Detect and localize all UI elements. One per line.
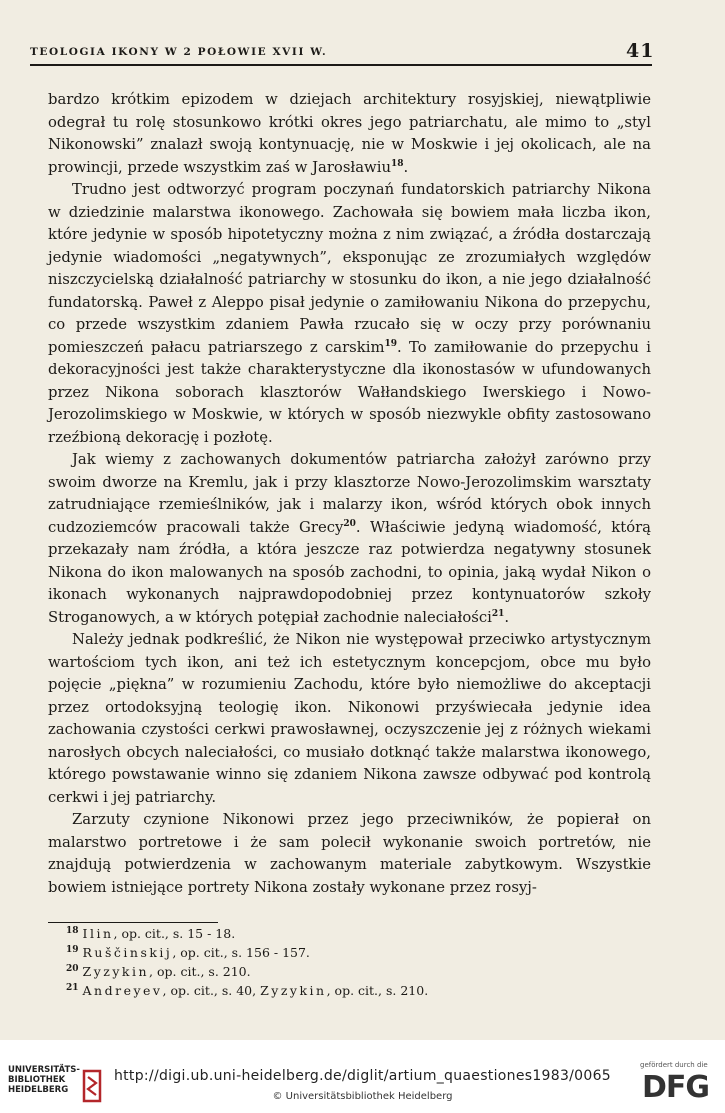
paragraph (48, 629, 651, 809)
viewer-footer (0, 1040, 725, 1113)
footnote (66, 962, 626, 981)
footnote-marker[interactable]: 20 (343, 518, 356, 529)
page-number: 41 (626, 40, 655, 62)
copyright-notice: © Universitätsbibliothek Heidelberg (272, 1091, 453, 1102)
footnote-author: Andreyev (82, 983, 163, 998)
header-rule (30, 64, 652, 66)
footnote-reference: , op. cit., s. 40, (162, 983, 261, 998)
footnote-reference: , op. cit., s. 156 - 157. (172, 945, 310, 960)
paragraph-text: . (504, 608, 510, 626)
footnote-number: 21 (66, 982, 79, 993)
dfg-caption: gefördert durch die (640, 1061, 708, 1069)
footnote-marker[interactable]: 18 (390, 158, 404, 169)
paragraph (48, 89, 651, 179)
paragraph-text: Trudno jest odtworzyć program poczynań fundatorskich patriarchy Nikona w dziedzinie malarstwa ikonowego. Zachowała się bowiem mała liczba ikon, które jedynie w sposób hipotetyczny można z nim związać, a źródła dostarczają jedynie wiadomości „negatywnych”, eksponując ze zrozumiałych względów niszczycielską działalność patriarchy w stosunku do ikon, a nie jego działalność fundatorską. Paweł z Aleppo pisał jedynie o zamiłowaniu Nikona do przepychu, co przede wszystkim zdaniem Pawła rzucało się w oczy przy porównaniu pomieszczeń pałacu patriarszego z carskim (48, 181, 651, 356)
footnote-number: 18 (66, 925, 79, 936)
paragraph-text: Jak wiemy z zachowanych dokumentów patriarcha założył zarówno przy swoim dworze na Kremlu, jak i przy klasztorze Nowo-Jerozolimskim warsztaty zatrudniające rzemieślników, jak i malarzy ikon, wśród których obok innych cudzoziemców pracowali także Grecy (48, 451, 651, 536)
dfg-logo[interactable]: DFG (642, 1070, 710, 1105)
paragraph-text: . To zamiłowanie do przepychu i dekoracyjności jest także charakterystyczne dla ikonostasów w ufundowanych przez Nikona soborach klasztorów Wałłandskiego Iwerskiego i Nowo-Jerozolimskiego w Moskwie, w których w sposób niezwykle obfity zastosowano rzeźbioną dekorację i pozłotę. (48, 338, 651, 446)
footnote-marker[interactable]: 21 (491, 608, 505, 619)
footnote-author: Zyzykin (82, 964, 150, 979)
footnote-reference: , op. cit., s. 15 - 18. (113, 926, 236, 941)
paragraph-text: . (403, 158, 409, 176)
footnote-author: Zyzykin (260, 983, 327, 998)
paragraph (48, 449, 651, 629)
paragraph-text: Zarzuty czynione Nikonowi przez jego przeciwników, że popierał on malarstwo portretowe i że sam polecił wykonanie swoich portretów, nie znajdują potwierdzenia w zachowanym materiale zabytkowym. Wszystkie bowiem istniejące portrety Nikona zostały wykonane przez rosyj- (48, 811, 651, 896)
footnote-author: Ilin (82, 926, 114, 941)
footnote (66, 924, 626, 943)
body-text (48, 89, 651, 899)
footnote-number: 20 (66, 963, 79, 974)
footnote (66, 981, 626, 1000)
footnotes (66, 924, 626, 1000)
footnote-reference: , op. cit., s. 210. (149, 964, 251, 979)
footnote (66, 943, 626, 962)
paragraph (48, 809, 651, 899)
paragraph-text: bardzo krótkim epizodem w dziejach architektury rosyjskiej, niewątpliwie odegrał tu rolę stosunkowo krótki okres jego patriarchatu, ale mimo to „styl Nikonowski” znalazł swoją kontynuację, nie w Moskwie i jej okolicach, ale na prowincji, przede wszystkim zaś w Jarosławiu (48, 91, 651, 176)
paragraph (48, 179, 651, 449)
footnote-author: Ruščinskij (82, 945, 173, 960)
footnote-rule (48, 922, 218, 923)
paragraph-text: . Właściwie jedyną wiadomość, którą przekazały nam źródła, a która jeszcze raz potwierdza negatywny stosunek Nikona do ikon malowanych na sposób zachodni, to opinia, jaką wydał Nikon o ikonach wykonanych najprawdopodobniej przez kontynuatorów szkoły Stroganowych, a w których potępiał zachodnie naleciałości (48, 518, 651, 626)
footnote-number: 19 (66, 944, 79, 955)
footnote-marker[interactable]: 19 (384, 338, 398, 349)
source-url[interactable]: http://digi.ub.uni-heidelberg.de/diglit/artium_quaestiones1983/0065 (113, 1068, 612, 1084)
paragraph-text: Należy jednak podkreślić, że Nikon nie występował przeciwko artystycznym wartościom tych ikon, ani też ich estetycznym koncepcjom, obce mu było pojęcie „piękna” w rozumieniu Zachodu, które było niemożliwe do akceptacji przez ortodoksyjną teologię ikon. Nikonowi przyświecała jedynie idea zachowania czystości cerkwi prawosławnej, oczyszczenie jej z różnych wiekami narosłych obcych naleciałości, co musiało dotknąć także malarstwa ikonowego, którego powstawanie winno się zdaniem Nikona zawsze odbywać pod kontrolą cerkwi i jej patriarchy. (48, 631, 651, 806)
footnote-reference: , op. cit., s. 210. (326, 983, 429, 998)
library-name: UNIVERSITÄTS- BIBLIOTHEK HEIDELBERG (8, 1065, 80, 1095)
running-head: TEOLOGIA IKONY W 2 POŁOWIE XVII W. (30, 46, 328, 58)
